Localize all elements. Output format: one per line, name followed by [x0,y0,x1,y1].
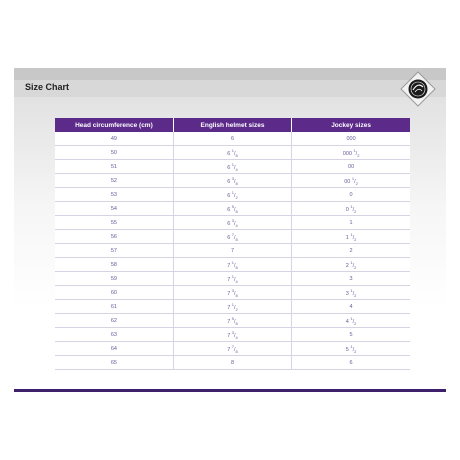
head-circumference-cell: 52 [55,174,173,188]
table-row [55,174,410,188]
english-helmet-size-cell: 7 $^3/_8$ [173,286,291,300]
english-helmet-size-cell: 7 $^1/_4$ [173,272,291,286]
jockey-size-cell: 0 [292,188,410,202]
english-helmet-size-cell: 7 $^3/_4$ [173,328,291,342]
table-row [55,328,410,342]
head-circumference-cell: 62 [55,314,173,328]
head-circumference-cell: 59 [55,272,173,286]
column-header-jockey-sizes: Jockey sizes [292,118,410,132]
head-circumference-cell: 63 [55,328,173,342]
head-circumference-cell: 51 [55,160,173,174]
english-helmet-size-cell: 6 [173,132,291,146]
table-row [55,146,410,160]
table-row [55,216,410,230]
english-helmet-size-cell: 8 [173,356,291,370]
jockey-size-cell: 1 [292,216,410,230]
title-bar [14,80,446,97]
english-helmet-size-cell: 6 $^1/_4$ [173,160,291,174]
head-circumference-cell: 56 [55,230,173,244]
table-header-row [55,118,410,132]
jockey-size-cell: 00 [292,160,410,174]
table-row [55,132,410,146]
table-row [55,258,410,272]
table-row [55,244,410,258]
head-circumference-cell: 54 [55,202,173,216]
table-row [55,202,410,216]
head-circumference-cell: 64 [55,342,173,356]
english-helmet-size-cell: 7 $^7/_8$ [173,342,291,356]
english-helmet-size-cell: 7 $^1/_2$ [173,300,291,314]
jockey-size-cell: 000 $^1/_2$ [292,146,410,160]
english-helmet-size-cell: 6 $^7/_8$ [173,230,291,244]
table-row [55,356,410,370]
jockey-size-cell: 6 [292,356,410,370]
head-circumference-cell: 57 [55,244,173,258]
jockey-size-cell: 000 [292,132,410,146]
jockey-size-cell: 0 $^1/_2$ [292,202,410,216]
jockey-size-cell: 5 [292,328,410,342]
table-row [55,272,410,286]
jockey-size-cell: 4 $^1/_2$ [292,314,410,328]
head-circumference-cell: 65 [55,356,173,370]
table-row [55,286,410,300]
english-helmet-size-cell: 6 $^1/_8$ [173,146,291,160]
jockey-size-cell: 5 $^1/_2$ [292,342,410,356]
table-body [55,132,410,370]
english-helmet-size-cell: 7 $^5/_8$ [173,314,291,328]
jockey-size-cell: 1 $^1/_2$ [292,230,410,244]
jockey-size-cell: 00 $^1/_2$ [292,174,410,188]
column-header-head-circumference: Head circumference (cm) [55,118,173,132]
table-row [55,342,410,356]
head-circumference-cell: 58 [55,258,173,272]
head-circumference-cell: 53 [55,188,173,202]
jockey-size-cell: 2 $^1/_2$ [292,258,410,272]
head-circumference-cell: 60 [55,286,173,300]
jockey-size-cell: 2 [292,244,410,258]
head-circumference-cell: 50 [55,146,173,160]
english-helmet-size-cell: 6 $^3/_4$ [173,216,291,230]
size-table [55,118,410,370]
head-circumference-cell: 49 [55,132,173,146]
head-circumference-cell: 61 [55,300,173,314]
table-row [55,188,410,202]
jockey-size-cell: 3 $^1/_2$ [292,286,410,300]
english-helmet-size-cell: 6 $^5/_8$ [173,202,291,216]
head-circumference-cell: 55 [55,216,173,230]
jockey-size-cell: 3 [292,272,410,286]
english-helmet-size-cell: 6 $^1/_2$ [173,188,291,202]
english-helmet-size-cell: 6 $^3/_8$ [173,174,291,188]
jockey-size-cell: 4 [292,300,410,314]
english-helmet-size-cell: 7 $^1/_8$ [173,258,291,272]
helmet-emblem-icon [400,71,436,107]
table-row [55,314,410,328]
table-row [55,300,410,314]
page-title: Size Chart [25,82,70,92]
table-row [55,160,410,174]
table-row [55,230,410,244]
size-chart-sheet [14,68,446,392]
english-helmet-size-cell: 7 [173,244,291,258]
column-header-english-helmet-sizes: English helmet sizes [173,118,291,132]
